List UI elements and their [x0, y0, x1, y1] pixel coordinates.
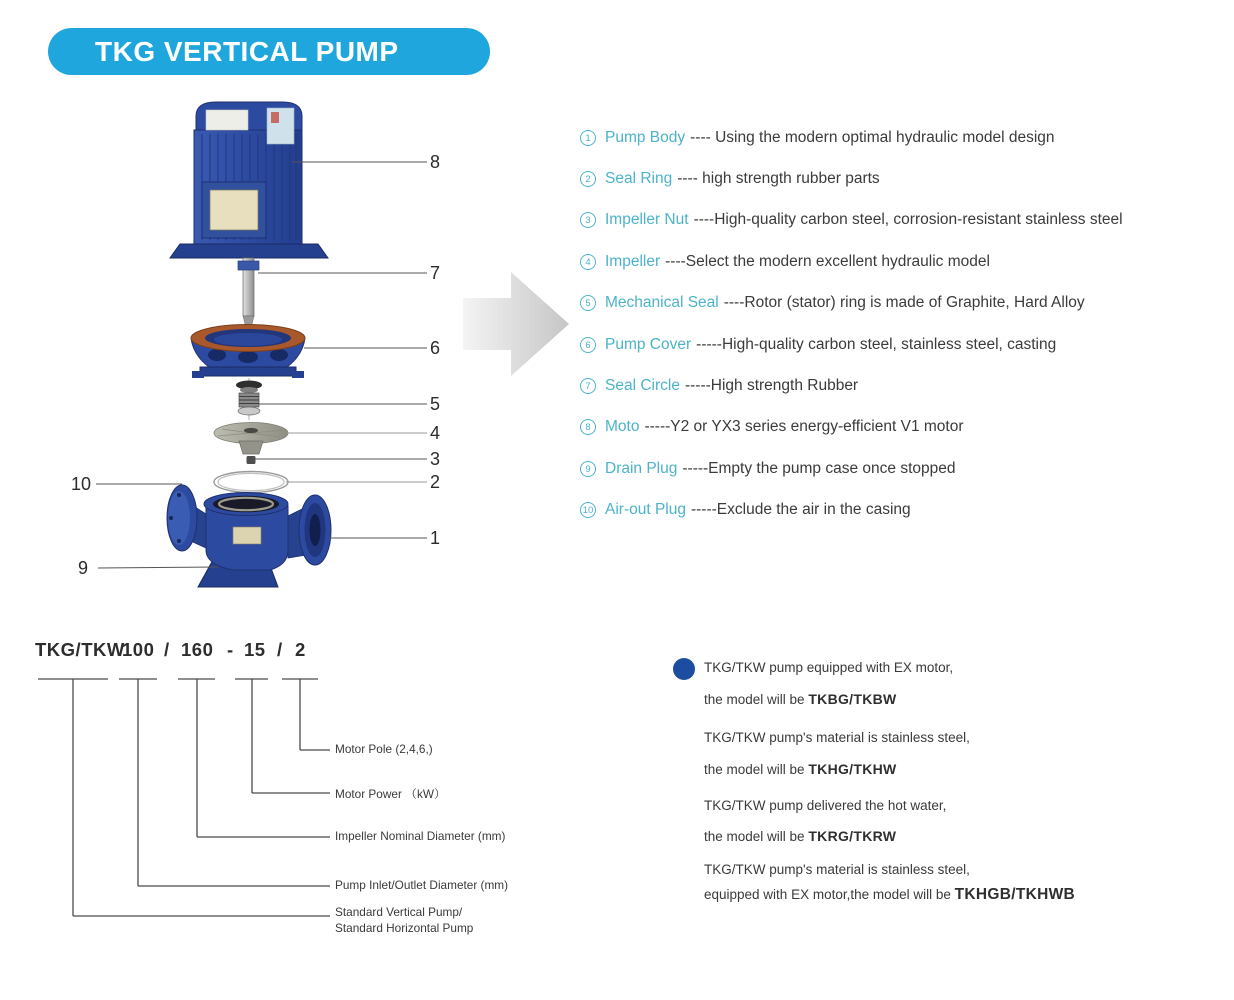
part-description: -----High strength Rubber: [684, 377, 859, 395]
part-name: Mechanical Seal: [605, 294, 719, 312]
impeller-nut-part: [247, 456, 256, 464]
label-standard-vertical: Standard Vertical Pump/: [335, 905, 463, 919]
callout-4: 4: [430, 423, 441, 443]
part-item-motor: [580, 407, 1234, 448]
impeller-part: [214, 423, 288, 455]
callout-7: 7: [430, 263, 441, 283]
seal-ring-part: [214, 472, 288, 493]
part-name: Moto: [605, 418, 640, 436]
part-description: ----Select the modern excellent hydraulic model: [665, 252, 990, 270]
part-number-badge: 4: [580, 254, 596, 270]
callout-3: 3: [430, 449, 441, 469]
page-title: TKG VERTICAL PUMP: [95, 35, 399, 67]
note-line: equipped with EX motor,the model will be TKHGB/TKHWB: [704, 886, 1076, 903]
model-code-inlet: 100: [122, 639, 155, 660]
model-code-lines: [30, 635, 610, 965]
part-item-seal-circle: [580, 365, 1234, 406]
model-notes: [673, 650, 1173, 930]
part-description: -----Empty the pump case once stopped: [682, 459, 956, 477]
shaft-part: [238, 258, 259, 328]
note-line: the model will be TKRG/TKRW: [704, 828, 897, 844]
callout-2: 2: [430, 472, 441, 492]
pump-exploded-figure: [30, 90, 470, 600]
part-description: ----Rotor (stator) ring is made of Graphite, Hard Alloy: [723, 294, 1085, 312]
label-standard-horizontal: Standard Horizontal Pump: [335, 921, 474, 935]
model-code-series: TKG/TKW: [35, 639, 125, 660]
label-motor-pole: Motor Pole (2,4,6,): [335, 742, 433, 756]
note-line: TKG/TKW pump delivered the hot water,: [704, 798, 947, 813]
part-number-badge: 8: [580, 419, 596, 435]
part-description: ----High-quality carbon steel, corrosion-resistant stainless steel: [693, 211, 1123, 229]
part-name: Air-out Plug: [605, 501, 686, 519]
model-code-impeller: 160: [181, 639, 214, 660]
motor-part: [170, 102, 328, 258]
part-name: Seal Circle: [605, 377, 680, 395]
part-name: Pump Body: [605, 128, 686, 146]
model-code-separator2: /: [277, 639, 283, 660]
callout-8: 8: [430, 152, 441, 172]
part-number-badge: 5: [580, 295, 596, 311]
part-description: -----Y2 or YX3 series energy-efficient V1 motor: [644, 418, 964, 436]
pump-cover-part: [191, 325, 305, 379]
part-description: -----Exclude the air in the casing: [690, 501, 911, 519]
part-description: ---- high strength rubber parts: [677, 170, 880, 188]
bullet-icon: [673, 658, 695, 680]
parts-list: [580, 117, 1234, 531]
part-name: Impeller: [605, 252, 661, 270]
mechanical-seal-part: [236, 378, 262, 420]
callout-5: 5: [430, 394, 441, 414]
label-inlet-diameter: Pump Inlet/Outlet Diameter (mm): [335, 878, 509, 892]
part-description: ---- Using the modern optimal hydraulic model design: [690, 128, 1055, 146]
part-item-pump-cover: [580, 324, 1234, 365]
model-code-dash: -: [227, 639, 234, 660]
title-banner: [48, 28, 490, 75]
part-item-pump-body: [580, 117, 1234, 158]
part-item-impeller-nut: [580, 200, 1234, 241]
note-line: TKG/TKW pump's material is stainless steel,: [704, 730, 970, 745]
part-name: Impeller Nut: [605, 211, 689, 229]
part-item-impeller: [580, 241, 1234, 282]
right-arrow-icon: [455, 258, 580, 386]
part-number-badge: 7: [580, 378, 596, 394]
note-line: TKG/TKW pump equipped with EX motor,: [704, 660, 954, 675]
callout-1: 1: [430, 528, 441, 548]
model-code-separator: /: [164, 639, 170, 660]
part-item-drain-plug: [580, 448, 1234, 489]
note-line: the model will be TKBG/TKBW: [704, 691, 897, 707]
part-description: -----High-quality carbon steel, stainless steel, casting: [696, 335, 1057, 353]
pump-body-part: [167, 485, 331, 587]
pump-illustration: [30, 90, 470, 600]
callout-9: 9: [77, 558, 88, 578]
model-code-pole: 2: [295, 639, 306, 660]
part-number-badge: 2: [580, 171, 596, 187]
model-code-diagram: [30, 635, 610, 965]
part-number-badge: 3: [580, 212, 596, 228]
model-code-power: 15: [244, 639, 266, 660]
callout-6: 6: [430, 338, 441, 358]
part-item-air-out-plug: [580, 490, 1234, 531]
note-line: the model will be TKHG/TKHW: [704, 761, 897, 777]
part-name: Pump Cover: [605, 335, 692, 353]
part-name: Seal Ring: [605, 170, 673, 188]
label-motor-power: Motor Power （kW）: [335, 787, 446, 801]
part-item-seal-ring: [580, 158, 1234, 199]
callout-10: 10: [70, 474, 92, 494]
part-number-badge: 1: [580, 130, 596, 146]
part-name: Drain Plug: [605, 459, 678, 477]
note-line: TKG/TKW pump's material is stainless steel,: [704, 862, 970, 877]
label-impeller-diameter: Impeller Nominal Diameter (mm): [335, 829, 506, 843]
part-number-badge: 9: [580, 461, 596, 477]
part-item-mechanical-seal: [580, 283, 1234, 324]
part-number-badge: 6: [580, 337, 596, 353]
part-number-badge: 10: [580, 502, 596, 518]
